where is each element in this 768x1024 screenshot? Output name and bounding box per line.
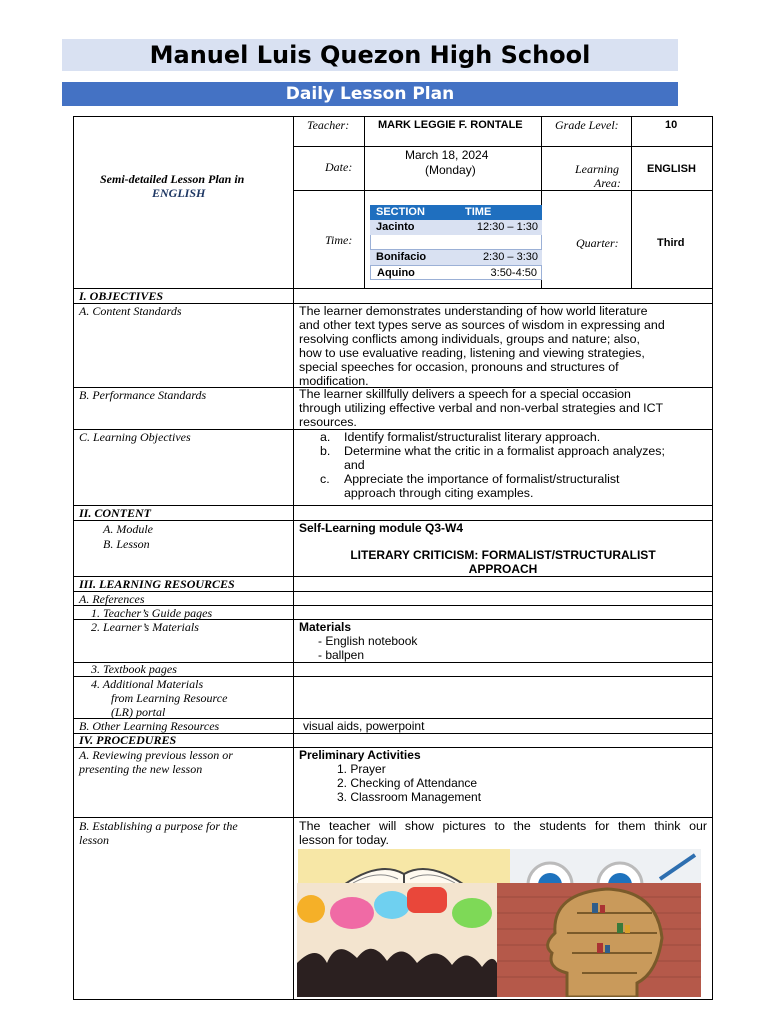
preliminary-item: 3. Classroom Management <box>337 790 482 804</box>
procedures-heading: IV. PROCEDURES <box>79 733 177 747</box>
teacher-value: MARK LEGGIE F. RONTALE <box>378 119 523 131</box>
procedure-b-text-line2: lesson for today. <box>299 833 389 847</box>
divider <box>73 591 713 592</box>
references-label: A. References <box>79 592 145 606</box>
content-standards-label: A. Content Standards <box>79 304 182 318</box>
materials-title: Materials <box>299 620 352 634</box>
divider <box>73 817 713 818</box>
section-time: 3:50-4:50 <box>490 267 537 279</box>
lesson-plan-type: Semi-detailed Lesson Plan in <box>100 172 245 186</box>
preliminary-item: 2. Checking of Attendance <box>337 776 478 790</box>
other-resources-label: B. Other Learning Resources <box>79 719 220 733</box>
quarter-value: Third <box>657 237 685 249</box>
speech-bubbles-icon <box>297 883 497 997</box>
performance-standards-text: The learner skillfully delivers a speech for a special occasion through utilizing effective verbal and non-verbal strategies and ICT resources. <box>299 387 664 429</box>
material-item: - ballpen <box>318 648 365 662</box>
procedure-b-label: B. Establishing a purpose for the <box>79 819 238 833</box>
additional-materials-label: 4. Additional Materials <box>91 677 204 691</box>
section-time: 12:30 – 1:30 <box>476 221 538 233</box>
learning-objectives-list: a. Identify formalist/structuralist literary approach. b. Determine what the critic in a formalist approach analyzes; and c. Appreciate the importance of formalist/structuralist approach through citing examples. <box>320 430 665 500</box>
teacher-guide-label: 1. Teacher’s Guide pages <box>91 606 213 620</box>
content-standards-text: The learner demonstrates understanding of how world literature and other text types serve as sources of wisdom in expressing and resolving conflicts among individuals, groups and nature; also, how to use evaluative reading, listening and viewing strategies, special speeches for occasion, pronouns and structures of modification. <box>299 304 665 388</box>
schedule-header <box>370 205 542 220</box>
learning-objectives-label: C. Learning Objectives <box>79 430 191 444</box>
divider <box>73 288 713 289</box>
preliminary-item: 1. Prayer <box>337 762 386 776</box>
resources-heading: III. LEARNING RESOURCES <box>79 577 235 591</box>
other-resources-value: visual aids, powerpoint <box>303 719 425 733</box>
quarter-label: Quarter: <box>576 236 619 250</box>
brain-bookshelf-picture <box>497 883 701 997</box>
content-heading: II. CONTENT <box>79 506 152 520</box>
textbook-label: 3. Textbook pages <box>91 662 177 676</box>
procedure-a-label-2: presenting the new lesson <box>79 762 203 776</box>
time-header: TIME <box>465 206 492 218</box>
date-label: Date: <box>325 160 353 174</box>
section-name: Aquino <box>377 267 415 279</box>
teacher-label: Teacher: <box>307 118 350 132</box>
learning-area-label: Learning <box>575 162 620 176</box>
lesson-title-line2: APPROACH <box>468 562 538 576</box>
divider <box>73 505 713 506</box>
section-name: Bonifacio <box>376 251 427 263</box>
objectives-heading: I. OBJECTIVES <box>79 289 164 303</box>
performance-standards-label: B. Performance Standards <box>79 388 207 402</box>
divider <box>364 116 365 288</box>
day-value: (Monday) <box>425 163 476 177</box>
section-time: 2:30 – 3:30 <box>482 251 538 263</box>
plan-title: Daily Lesson Plan <box>62 82 678 106</box>
lesson-label: B. Lesson <box>103 537 150 551</box>
procedure-b-label-2: lesson <box>79 833 109 847</box>
preliminary-title: Preliminary Activities <box>299 748 421 762</box>
divider <box>293 146 713 147</box>
schedule-row <box>370 250 542 265</box>
lesson-plan-subject: ENGLISH <box>152 186 206 200</box>
school-name: Manuel Luis Quezon High School <box>62 39 678 71</box>
section-header: SECTION <box>376 206 425 218</box>
additional-materials-label-2: from Learning Resource <box>111 691 228 705</box>
lesson-title-line1: LITERARY CRITICISM: FORMALIST/STRUCTURALIST <box>350 548 656 562</box>
schedule-row <box>370 220 542 235</box>
module-value: Self-Learning module Q3-W4 <box>299 521 464 535</box>
target-picture <box>510 849 701 885</box>
module-label: A. Module <box>103 522 153 536</box>
schedule-row <box>370 265 542 280</box>
date-value: March 18, 2024 <box>405 148 489 162</box>
material-item: - English notebook <box>318 634 418 648</box>
learning-area-value: ENGLISH <box>647 163 696 175</box>
learning-area-label-2: Area: <box>594 176 621 190</box>
grade-label: Grade Level: <box>555 118 619 132</box>
section-name: Jacinto <box>376 221 415 233</box>
procedure-a-label: A. Reviewing previous lesson or <box>79 748 233 762</box>
grade-value: 10 <box>665 119 678 131</box>
speech-bubbles-picture <box>297 883 497 997</box>
target-icon <box>510 849 701 885</box>
bookshelf-head-icon <box>497 883 701 997</box>
schedule-row-empty <box>370 235 542 250</box>
additional-materials-label-3: (LR) portal <box>111 705 166 719</box>
learner-materials-label: 2. Learner’s Materials <box>91 620 199 634</box>
divider <box>631 116 632 288</box>
time-label: Time: <box>325 233 353 247</box>
procedure-b-text-line1: The teacher will show pictures to the students for them think our <box>299 819 707 833</box>
schedule-table <box>370 205 542 280</box>
divider <box>293 190 713 191</box>
